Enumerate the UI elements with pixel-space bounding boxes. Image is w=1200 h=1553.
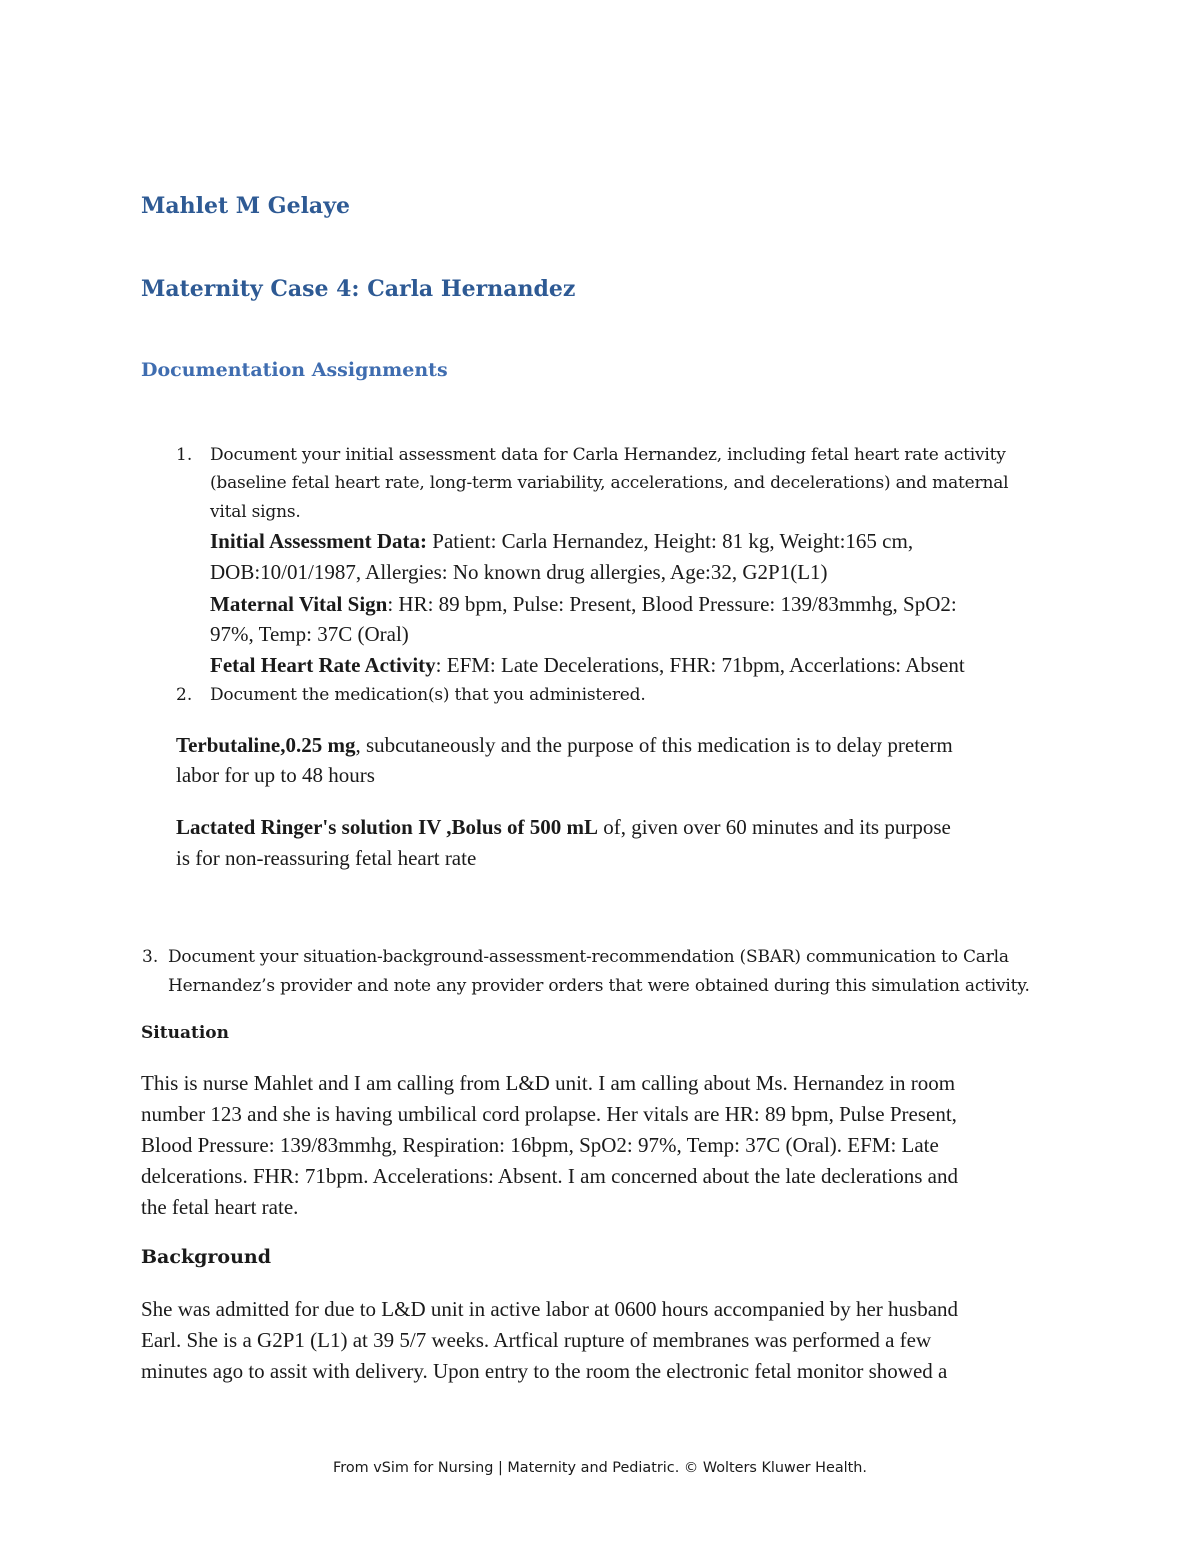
initial-assessment-label: Initial Assessment Data: xyxy=(210,529,428,553)
item2-text: Document the medication(s) that you administered. xyxy=(210,685,646,705)
situation-line: This is nurse Mahlet and I am calling from L&D unit. I am calling about Ms. Hernandez in room xyxy=(141,1071,956,1095)
medication2-name: Lactated Ringer's solution IV ,Bolus of 500 mL xyxy=(176,815,598,839)
fetal-heart-rate-line xyxy=(210,653,965,678)
item1-line: (baseline fetal heart rate, long-term variability, accelerations, and decelerations) and maternal xyxy=(210,473,1009,493)
fetal-heart-rate-label: Fetal Heart Rate Activity xyxy=(210,653,436,677)
initial-assessment-text: Patient: Carla Hernandez, Height: 81 kg, Weight:165 cm, xyxy=(427,529,914,553)
medication1-text: , subcutaneously and the purpose of this medication is to delay preterm xyxy=(355,733,953,757)
maternal-vital-line2: 97%, Temp: 37C (Oral) xyxy=(210,622,409,646)
situation-line: number 123 and she is having umbilical cord prolapse. Her vitals are HR: 89 bpm, Pulse Present, xyxy=(141,1102,957,1126)
item3-number: 3. xyxy=(142,947,159,967)
author-name: Mahlet M Gelaye xyxy=(141,193,350,219)
medication1-line2: labor for up to 48 hours xyxy=(176,763,375,787)
item2-number: 2. xyxy=(176,685,193,705)
medication2-line1 xyxy=(176,815,951,840)
background-line: She was admitted for due to L&D unit in active labor at 0600 hours accompanied by her husband xyxy=(141,1297,959,1321)
item1-line: Document your initial assessment data for Carla Hernandez, including fetal heart rate activity xyxy=(210,445,1006,465)
case-title: Maternity Case 4: Carla Hernandez xyxy=(141,276,576,302)
situation-line: Blood Pressure: 139/83mmhg, Respiration: 16bpm, SpO2: 97%, Temp: 37C (Oral). EFM: Late xyxy=(141,1133,939,1157)
medication2-text: of, given over 60 minutes and its purpose xyxy=(597,815,951,839)
medication1-line1 xyxy=(176,733,953,758)
item3-line2: Hernandez’s provider and note any provider orders that were obtained during this simulation activity. xyxy=(168,976,1030,996)
item1-line: vital signs. xyxy=(210,502,301,522)
situation-heading: Situation xyxy=(141,1023,229,1043)
item3-line1: Document your situation-background-assessment-recommendation (SBAR) communication to Carla xyxy=(168,947,1009,967)
page-footer: From vSim for Nursing | Maternity and Pediatric. © Wolters Kluwer Health. xyxy=(333,1460,867,1476)
situation-line: delcerations. FHR: 71bpm. Accelerations: Absent. I am concerned about the late declerations and xyxy=(141,1164,958,1188)
medication1-name: Terbutaline,0.25 mg xyxy=(176,733,356,757)
maternal-vital-line1 xyxy=(210,592,957,617)
maternal-vital-label: Maternal Vital Sign xyxy=(210,592,388,616)
background-heading: Background xyxy=(141,1246,271,1268)
background-line: Earl. She is a G2P1 (L1) at 39 5/7 weeks. Artfical rupture of membranes was performed a few xyxy=(141,1328,932,1352)
section-heading: Documentation Assignments xyxy=(141,359,448,381)
initial-assessment-line1 xyxy=(210,529,913,554)
item1-number: 1. xyxy=(176,445,193,465)
maternal-vital-text: : HR: 89 bpm, Pulse: Present, Blood Pressure: 139/83mmhg, SpO2: xyxy=(387,592,957,616)
fetal-heart-rate-text: : EFM: Late Decelerations, FHR: 71bpm, Accerlations: Absent xyxy=(435,653,965,677)
initial-assessment-line2: DOB:10/01/1987, Allergies: No known drug allergies, Age:32, G2P1(L1) xyxy=(210,560,828,584)
situation-line: the fetal heart rate. xyxy=(141,1195,299,1219)
background-line: minutes ago to assit with delivery. Upon entry to the room the electronic fetal monitor showed a xyxy=(141,1359,948,1383)
medication2-line2: is for non-reassuring fetal heart rate xyxy=(176,846,477,870)
